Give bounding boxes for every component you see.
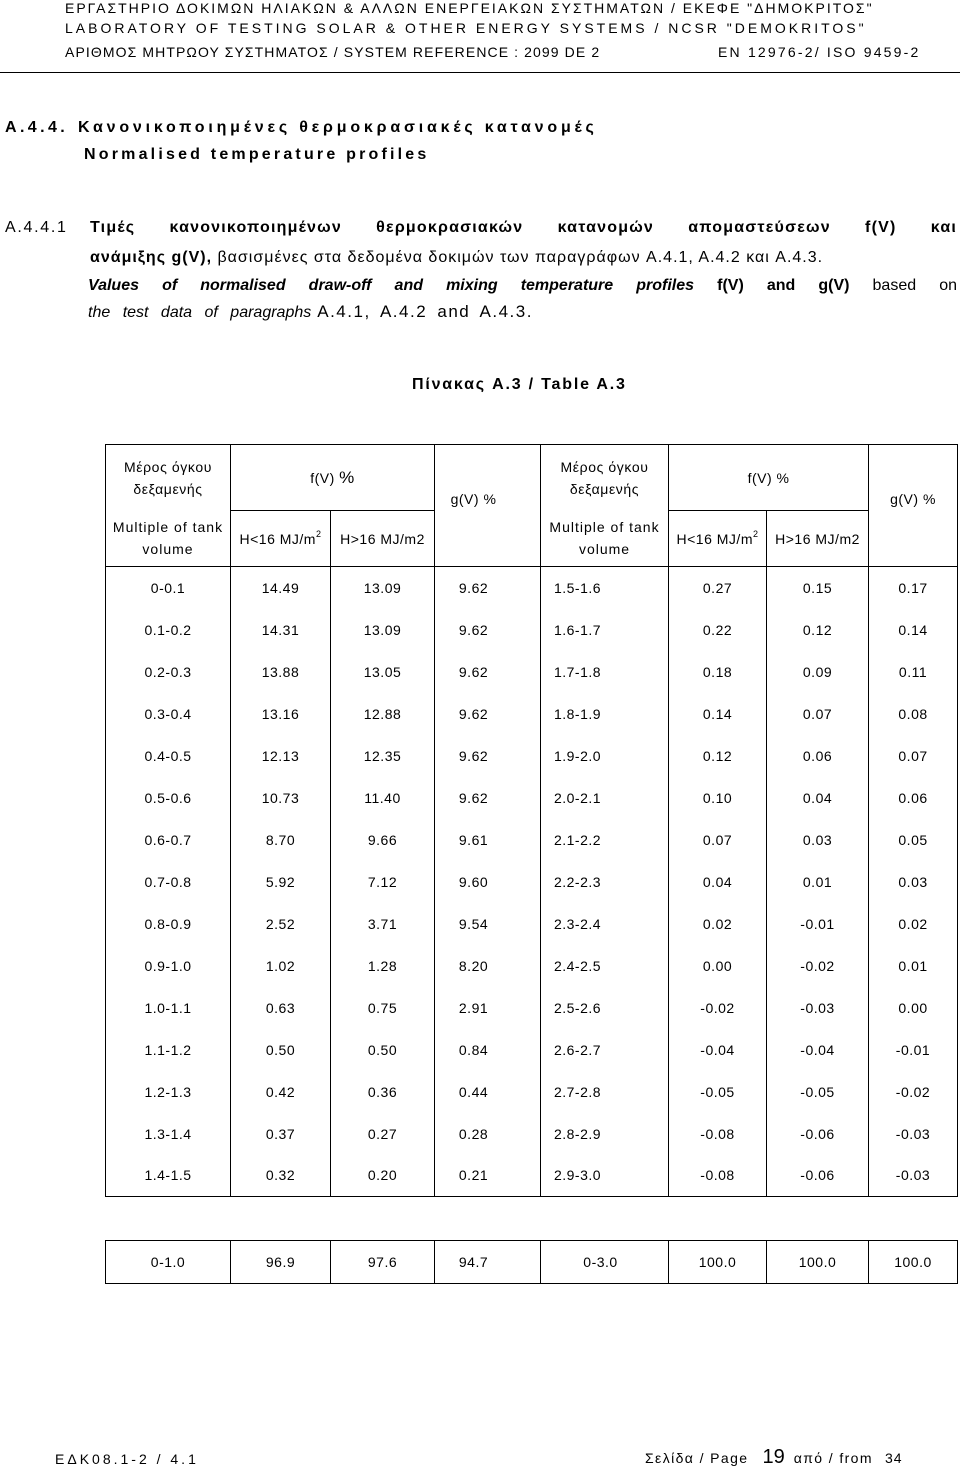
left-volume-range-cell: 1.1-1.2	[106, 1029, 231, 1071]
left-g-cell: 9.62	[435, 693, 541, 735]
subsection-text-en-line1-a: Values of normalised draw-off and mixing temperature profiles	[88, 277, 695, 294]
left-f-low-irradiation-cell: 1.02	[231, 945, 331, 987]
right-total-range-cell: 0-3.0	[541, 1241, 669, 1284]
subsection-text-gr-line2	[90, 249, 823, 267]
left-g-cell: 0.28	[435, 1113, 541, 1155]
left-f-high-irradiation-cell: 1.28	[331, 945, 435, 987]
left-volume-range-cell: 0.6-0.7	[106, 819, 231, 861]
left-g-cell: 0.44	[435, 1071, 541, 1113]
system-reference: ΑΡΙΘΜΟΣ ΜΗΤΡΩΟΥ ΣΥΣΤΗΜΑΤΟΣ / SYSTEM REFERENCE : 2099 DE 2	[65, 44, 601, 60]
lab-name-en: LABORATORY OF TESTING SOLAR & OTHER ENERGY SYSTEMS / NCSR "DEMOKRITOS"	[65, 20, 867, 36]
left-g-cell: 9.60	[435, 861, 541, 903]
h-high-label: H>16 MJ/m2	[775, 530, 860, 547]
left-g-cell: 9.62	[435, 735, 541, 777]
right-volume-range-cell: 2.5-2.6	[541, 987, 669, 1029]
right-g-cell: 0.08	[898, 705, 928, 722]
left-f-low-irradiation-cell: 14.49	[231, 567, 331, 609]
h-low-superscript: 2	[752, 528, 759, 539]
left-f-high-irradiation-header	[331, 511, 435, 567]
right-f-low-irradiation-cell: -0.02	[669, 987, 767, 1029]
left-f-high-irradiation-cell: 0.20	[331, 1155, 435, 1197]
totals-row	[106, 1241, 958, 1284]
left-f-header	[231, 445, 435, 511]
left-f-high-irradiation-cell: 0.36	[331, 1071, 435, 1113]
left-f-low-irradiation-cell: 2.52	[231, 903, 331, 945]
right-f-low-irradiation-cell: -0.05	[669, 1071, 767, 1113]
right-f-high-irradiation-cell: -0.02	[767, 945, 869, 987]
f-header-unit: %	[339, 467, 355, 487]
volume-header-gr-line1: Μέρος όγκου	[560, 458, 649, 475]
table-row	[106, 567, 958, 609]
section-number: A.4.4.	[5, 119, 69, 136]
left-volume-range-cell: 0.5-0.6	[106, 777, 231, 819]
right-volume-range-cell: 1.8-1.9	[541, 693, 669, 735]
left-f-low-irradiation-cell: 5.92	[231, 861, 331, 903]
right-f-high-irradiation-cell: -0.04	[767, 1029, 869, 1071]
left-g-cell: 9.54	[435, 903, 541, 945]
left-g-header	[435, 445, 541, 567]
right-volume-header-gr	[541, 445, 669, 511]
table-body	[106, 567, 958, 1197]
right-total-f-low-cell: 100.0	[669, 1241, 767, 1284]
subsection-text-gr-line1: Τιμές κανονικοποιημένων θερμοκρασιακών κατανομών απομαστεύσεων f(V) και	[90, 219, 957, 236]
right-f-low-irradiation-cell: 0.12	[669, 735, 767, 777]
table-header-row-gr	[106, 445, 958, 511]
left-total-g-cell: 94.7	[435, 1241, 541, 1284]
table-row	[106, 777, 958, 819]
left-volume-range-cell: 1.2-1.3	[106, 1071, 231, 1113]
left-f-low-irradiation-cell: 14.31	[231, 609, 331, 651]
left-g-cell: 9.62	[435, 567, 541, 609]
left-g-cell: 9.62	[435, 777, 541, 819]
subsection-number: A.4.4.1	[5, 219, 68, 236]
right-volume-range-cell: 1.7-1.8	[541, 651, 669, 693]
right-f-high-irradiation-cell: 0.04	[767, 777, 869, 819]
left-volume-range-cell: 1.3-1.4	[106, 1113, 231, 1155]
left-f-high-irradiation-cell: 0.50	[331, 1029, 435, 1071]
right-g-cell: 0.17	[898, 579, 928, 596]
standards-reference: EN 12976-2/ ISO 9459-2	[718, 44, 921, 60]
table-row	[106, 945, 958, 987]
left-f-high-irradiation-cell: 9.66	[331, 819, 435, 861]
table-row	[106, 987, 958, 1029]
left-total-f-low-cell: 96.9	[231, 1241, 331, 1284]
right-f-low-irradiation-cell: 0.10	[669, 777, 767, 819]
temperature-profile-table	[105, 444, 958, 1197]
right-g-cell: 0.02	[898, 915, 928, 932]
left-volume-range-cell: 0.2-0.3	[106, 651, 231, 693]
right-volume-range-cell: 2.1-2.2	[541, 819, 669, 861]
volume-header-en-line1: Multiple of tank	[112, 519, 224, 536]
right-f-high-irradiation-cell: -0.01	[767, 903, 869, 945]
left-volume-range-cell: 0.1-0.2	[106, 609, 231, 651]
table-caption: Πίνακας A.3 / Table A.3	[412, 376, 627, 393]
right-g-cell: 0.07	[898, 747, 928, 764]
right-f-high-irradiation-cell: 0.06	[767, 735, 869, 777]
left-total-f-high-cell: 97.6	[331, 1241, 435, 1284]
right-f-high-irradiation-cell: -0.06	[767, 1113, 869, 1155]
right-f-low-irradiation-header	[669, 511, 767, 567]
table-row	[106, 609, 958, 651]
right-f-low-irradiation-cell: -0.08	[669, 1155, 767, 1197]
right-f-high-irradiation-cell: 0.15	[767, 567, 869, 609]
right-g-cell: -0.03	[895, 1167, 931, 1184]
right-total-g-cell: 100.0	[894, 1254, 932, 1270]
right-f-low-irradiation-cell: 0.00	[669, 945, 767, 987]
volume-header-gr-line2: δεξαμενής	[133, 480, 203, 497]
subsection-text-en-line1-c: based on	[872, 277, 957, 294]
left-f-low-irradiation-cell: 12.13	[231, 735, 331, 777]
document-code: ΕΔΚ08.1-2 / 4.1	[55, 1451, 199, 1467]
volume-header-en-line2: volume	[142, 541, 194, 558]
h-high-label: H>16 MJ/m2	[340, 530, 425, 547]
right-f-low-irradiation-cell: 0.22	[669, 609, 767, 651]
right-g-cell: -0.03	[895, 1125, 931, 1142]
f-header-label: f(V)	[747, 469, 773, 486]
right-g-cell: 0.01	[898, 957, 928, 974]
right-g-cell: 0.11	[898, 663, 928, 680]
table-row	[106, 735, 958, 777]
h-low-label: H<16 MJ/m	[239, 530, 316, 547]
right-volume-range-cell: 2.6-2.7	[541, 1029, 669, 1071]
right-f-high-irradiation-cell: 0.12	[767, 609, 869, 651]
right-f-header	[669, 445, 869, 511]
left-f-high-irradiation-cell: 13.05	[331, 651, 435, 693]
right-g-cell: -0.01	[895, 1041, 931, 1058]
table-row	[106, 861, 958, 903]
lab-name-gr: ΕΡΓΑΣΤΗΡΙΟ ΔΟΚΙΜΩΝ ΗΛΙΑΚΩΝ & ΑΛΛΩΝ ΕΝΕΡΓΕΙΑΚΩΝ ΣΥΣΤΗΜΑΤΩΝ / ΕΚΕΦΕ "ΔΗΜΟΚΡΙΤΟΣ"	[65, 0, 874, 16]
right-g-cell: 0.00	[898, 999, 928, 1016]
left-f-low-irradiation-cell: 8.70	[231, 819, 331, 861]
right-f-low-irradiation-cell: -0.04	[669, 1029, 767, 1071]
header-divider	[0, 72, 960, 73]
table-row	[106, 1155, 958, 1197]
right-f-low-irradiation-cell: 0.02	[669, 903, 767, 945]
table-row	[106, 1113, 958, 1155]
right-f-high-irradiation-cell: -0.03	[767, 987, 869, 1029]
left-f-low-irradiation-cell: 0.32	[231, 1155, 331, 1197]
left-f-high-irradiation-cell: 13.09	[331, 609, 435, 651]
left-volume-header-en	[106, 511, 231, 567]
left-g-cell: 9.62	[435, 651, 541, 693]
right-f-low-irradiation-cell: 0.14	[669, 693, 767, 735]
left-volume-range-cell: 0.4-0.5	[106, 735, 231, 777]
right-f-high-irradiation-cell: 0.07	[767, 693, 869, 735]
right-volume-range-cell: 1.6-1.7	[541, 609, 669, 651]
left-g-cell: 9.62	[435, 609, 541, 651]
left-volume-header-gr	[106, 445, 231, 511]
left-f-high-irradiation-cell: 0.75	[331, 987, 435, 1029]
right-volume-header-en	[541, 511, 669, 567]
section-title-en: Normalised temperature profiles	[84, 146, 430, 163]
right-g-cell: -0.02	[895, 1083, 931, 1100]
f-header-label: f(V)	[310, 469, 335, 486]
right-g-cell: 0.05	[898, 831, 928, 848]
section-title-gr: Κανονικοποιημένες θερμοκρασιακές κατανομές	[78, 119, 598, 136]
left-volume-range-cell: 0.3-0.4	[106, 693, 231, 735]
right-f-high-irradiation-cell: 0.01	[767, 861, 869, 903]
left-f-low-irradiation-cell: 13.16	[231, 693, 331, 735]
right-volume-range-cell: 2.9-3.0	[541, 1155, 669, 1197]
right-g-cell: 0.03	[898, 873, 928, 890]
left-f-high-irradiation-cell: 7.12	[331, 861, 435, 903]
left-volume-range-cell: 1.0-1.1	[106, 987, 231, 1029]
page-indicator	[645, 1447, 903, 1468]
left-f-low-irradiation-cell: 0.63	[231, 987, 331, 1029]
subsection-text-en-line2-rest: A.4.1, A.4.2 and A.4.3.	[317, 302, 533, 321]
right-volume-range-cell: 2.4-2.5	[541, 945, 669, 987]
left-volume-range-cell: 0.7-0.8	[106, 861, 231, 903]
left-volume-range-cell: 0-0.1	[106, 567, 231, 609]
subsection-text-gr-line2-rest: βασισμένες στα δεδομένα δοκιμών των παραγράφων A.4.1, A.4.2 και A.4.3.	[217, 249, 824, 266]
f-header-unit: %	[776, 469, 790, 486]
table-row	[106, 1071, 958, 1113]
volume-header-gr-line2: δεξαμενής	[569, 480, 640, 497]
page-label: Σελίδα / Page	[645, 1450, 749, 1466]
right-volume-range-cell: 2.7-2.8	[541, 1071, 669, 1113]
right-f-high-irradiation-header	[767, 511, 869, 567]
right-total-f-high-cell: 100.0	[767, 1241, 869, 1284]
subsection-text-gr-line2-bold: ανάμιξης g(V),	[90, 249, 213, 266]
g-header-label: g(V) %	[890, 490, 936, 507]
totals-table	[105, 1240, 958, 1284]
h-low-label: H<16 MJ/m	[676, 530, 753, 547]
left-g-cell: 0.84	[435, 1029, 541, 1071]
volume-header-gr-line1: Μέρος όγκου	[124, 458, 212, 475]
right-volume-range-cell: 2.3-2.4	[541, 903, 669, 945]
left-g-cell: 0.21	[435, 1155, 541, 1197]
volume-header-en-line2: volume	[578, 541, 631, 558]
left-f-high-irradiation-cell: 0.27	[331, 1113, 435, 1155]
right-f-high-irradiation-cell: -0.06	[767, 1155, 869, 1197]
right-g-cell: 0.14	[898, 621, 928, 638]
of-label: από / from	[793, 1450, 873, 1466]
right-f-low-irradiation-cell: 0.18	[669, 651, 767, 693]
left-volume-range-cell: 0.9-1.0	[106, 945, 231, 987]
subsection-text-en-line2	[88, 303, 533, 322]
left-g-cell: 2.91	[435, 987, 541, 1029]
table-row	[106, 1029, 958, 1071]
table-row	[106, 819, 958, 861]
g-header-label: g(V) %	[450, 490, 497, 507]
right-f-low-irradiation-cell: 0.07	[669, 819, 767, 861]
left-f-low-irradiation-cell: 10.73	[231, 777, 331, 819]
left-f-low-irradiation-cell: 13.88	[231, 651, 331, 693]
right-f-high-irradiation-cell: 0.03	[767, 819, 869, 861]
left-f-low-irradiation-cell: 0.37	[231, 1113, 331, 1155]
right-f-low-irradiation-cell: -0.08	[669, 1113, 767, 1155]
right-volume-range-cell: 1.9-2.0	[541, 735, 669, 777]
left-total-range-cell: 0-1.0	[106, 1241, 231, 1284]
table-row	[106, 651, 958, 693]
page-total: 34	[884, 1450, 903, 1466]
right-f-low-irradiation-cell: 0.04	[669, 861, 767, 903]
left-g-cell: 8.20	[435, 945, 541, 987]
table-row	[106, 693, 958, 735]
left-g-cell: 9.61	[435, 819, 541, 861]
right-f-high-irradiation-cell: -0.05	[767, 1071, 869, 1113]
left-f-high-irradiation-cell: 11.40	[331, 777, 435, 819]
subsection-text-en-line2-italic: the test data of paragraphs	[88, 304, 312, 321]
left-f-low-irradiation-header	[231, 511, 331, 567]
right-volume-range-cell: 1.5-1.6	[541, 567, 669, 609]
right-volume-range-cell: 2.2-2.3	[541, 861, 669, 903]
left-f-high-irradiation-cell: 12.88	[331, 693, 435, 735]
right-g-header	[869, 445, 958, 567]
left-f-high-irradiation-cell: 13.09	[331, 567, 435, 609]
right-f-low-irradiation-cell: 0.27	[669, 567, 767, 609]
left-f-low-irradiation-cell: 0.50	[231, 1029, 331, 1071]
right-g-cell: 0.06	[898, 789, 928, 806]
left-volume-range-cell: 1.4-1.5	[106, 1155, 231, 1197]
page-number: 19	[762, 1446, 785, 1468]
subsection-text-en-line1-b: f(V) and g(V)	[717, 277, 850, 294]
right-volume-range-cell: 2.8-2.9	[541, 1113, 669, 1155]
table-row	[106, 903, 958, 945]
right-f-high-irradiation-cell: 0.09	[767, 651, 869, 693]
subsection-text-en-line1	[88, 277, 957, 295]
right-volume-range-cell: 2.0-2.1	[541, 777, 669, 819]
left-volume-range-cell: 0.8-0.9	[106, 903, 231, 945]
h-low-superscript: 2	[315, 528, 322, 539]
volume-header-en-line1: Multiple of tank	[549, 519, 660, 536]
left-f-low-irradiation-cell: 0.42	[231, 1071, 331, 1113]
left-f-high-irradiation-cell: 12.35	[331, 735, 435, 777]
left-f-high-irradiation-cell: 3.71	[331, 903, 435, 945]
